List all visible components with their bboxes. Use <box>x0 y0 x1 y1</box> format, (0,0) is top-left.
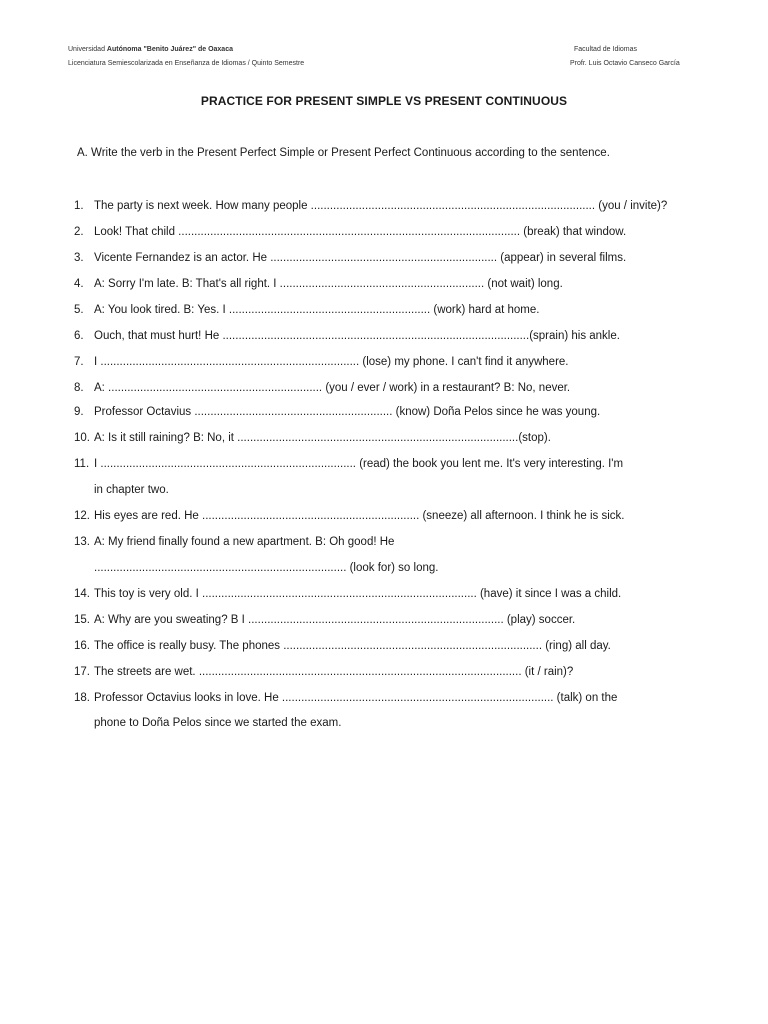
exercise-text: A: Why are you sweating? B I ................................................................................ (play) soccer. <box>94 614 576 626</box>
exercise-item <box>74 613 575 627</box>
exercise-number: 14. <box>74 588 90 600</box>
exercise-item <box>74 355 569 369</box>
exercise-item <box>74 716 341 730</box>
exercise-number: 16. <box>74 640 90 652</box>
exercise-item <box>74 405 600 419</box>
exercise-number: 8. <box>74 382 84 394</box>
header-program: Licenciatura Semiescolarizada en Enseñanza de Idiomas / Quinto Semestre <box>68 60 305 67</box>
header-university-prefix: Universidad <box>68 46 105 53</box>
exercise-instruction: A. Write the verb in the Present Perfect Simple or Present Perfect Continuous according to the sentence. <box>77 147 610 159</box>
exercise-number: 17. <box>74 666 90 678</box>
exercise-number: 6. <box>74 330 84 342</box>
exercise-number: 5. <box>74 304 84 316</box>
exercise-item <box>74 225 626 239</box>
exercise-item <box>74 329 620 343</box>
exercise-number: 1. <box>74 200 84 212</box>
exercise-number: 12. <box>74 510 90 522</box>
exercise-item <box>74 303 539 317</box>
exercise-item <box>74 535 394 549</box>
exercise-text: A: ................................................................... (you / ever / work) in a restaurant? B: No, never. <box>94 382 571 394</box>
exercise-text: Professor Octavius looks in love. He ..................................................................................... (talk) on the <box>94 692 618 704</box>
exercise-item <box>74 431 551 445</box>
exercise-text: Look! That child ........................................................................................................... (break) that window. <box>94 226 627 238</box>
exercise-item <box>74 587 621 601</box>
header-faculty: Facultad de Idiomas <box>574 46 638 53</box>
exercise-item <box>74 639 611 653</box>
exercise-item <box>74 251 626 265</box>
exercise-item <box>74 509 624 523</box>
exercise-text: Ouch, that must hurt! He ................................................................................................(sprain) his ankle. <box>94 330 620 342</box>
exercise-text: in chapter two. <box>94 484 169 496</box>
exercise-text: I ................................................................................ (read) the book you lent me. It's very interesting. I'm <box>94 458 624 470</box>
exercise-text: ............................................................................... (look for) so long. <box>94 562 439 574</box>
exercise-number: 2. <box>74 226 84 238</box>
exercise-number: 7. <box>74 356 84 368</box>
exercise-number: 11. <box>74 458 90 470</box>
exercise-item <box>74 665 573 679</box>
exercise-text: Vicente Fernandez is an actor. He ....................................................................... (appear) in several films. <box>94 252 627 264</box>
exercise-item <box>74 457 623 471</box>
exercise-item <box>74 483 169 497</box>
exercise-text: The streets are wet. ..................................................................................................... (it / rain)? <box>94 666 574 678</box>
exercise-text: This toy is very old. I ...................................................................................... (have) it since I was a child. <box>94 588 622 600</box>
page-title: PRACTICE FOR PRESENT SIMPLE VS PRESENT CONTINUOUS <box>200 94 568 108</box>
exercise-text: Professor Octavius .............................................................. (know) Doña Pelos since he was young. <box>94 406 601 418</box>
exercise-item <box>74 381 570 395</box>
exercise-number: 18. <box>74 692 90 704</box>
exercise-number: 4. <box>74 278 84 290</box>
exercise-text: His eyes are red. He .................................................................... (sneeze) all afternoon. I think he is sick. <box>94 510 625 522</box>
exercise-number: 3. <box>74 252 84 264</box>
exercise-item <box>74 691 617 705</box>
exercise-item <box>74 277 563 291</box>
exercise-text: I ................................................................................. (lose) my phone. I can't find it anywhere. <box>94 356 569 368</box>
exercise-item <box>74 199 667 213</box>
exercise-text: The office is really busy. The phones ................................................................................. (ring) all day. <box>94 640 611 652</box>
header-university-name: Autónoma "Benito Juárez" de Oaxaca <box>106 46 233 53</box>
exercise-text: The party is next week. How many people ......................................................................................... (you / invite)? <box>94 200 668 212</box>
header-teacher: Profr. Luis Octavio Canseco García <box>570 60 680 67</box>
exercise-item <box>74 561 438 575</box>
exercise-number: 10. <box>74 432 90 444</box>
exercise-number: 15. <box>74 614 90 626</box>
exercise-number: 13. <box>74 536 90 548</box>
exercise-text: A: You look tired. B: Yes. I ............................................................... (work) hard at home. <box>94 304 540 316</box>
exercise-text: A: Is it still raining? B: No, it ........................................................................................(stop). <box>94 432 551 444</box>
exercise-text: phone to Doña Pelos since we started the exam. <box>94 717 342 729</box>
exercise-text: A: My friend finally found a new apartment. B: Oh good! He <box>94 536 395 548</box>
exercise-text: A: Sorry I'm late. B: That's all right. I ................................................................ (not wait) long. <box>94 278 563 290</box>
header-university <box>68 46 233 53</box>
exercise-number: 9. <box>74 406 84 418</box>
